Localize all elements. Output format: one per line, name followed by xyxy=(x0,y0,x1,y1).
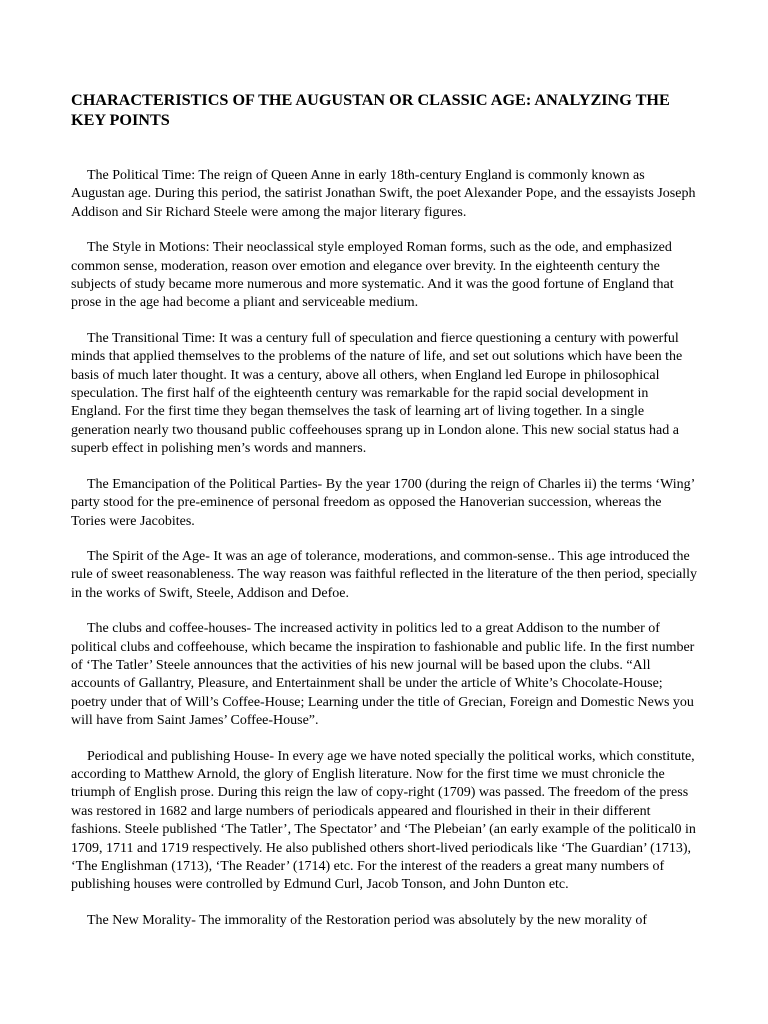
paragraph-clubs-coffee-houses: The clubs and coffee-houses- The increased activity in politics led to a great Addison to the number of political clubs and coffeehouse, which became the inspiration to fashionable and public life. In the first number of ‘The Tatler’ Steele announces that the activities of his new journal will be based upon the clubs. “All accounts of Gallantry, Pleasure, and Entertainment shall be under the article of White’s Chocolate-House; poetry under that of Will’s Coffee-House; Learning under the title of Grecian, Foreign and Domestic News you will have from Saint James’ Coffee-House”. xyxy=(71,621,695,729)
paragraph-political-time: The Political Time: The reign of Queen Anne in early 18th-century England is commonly known as Augustan age. During this period, the satirist Jonathan Swift, the poet Alexander Pope, and the essayists Joseph Addison and Sir Richard Steele were among the major literary figures. xyxy=(71,168,696,220)
document-body xyxy=(71,167,699,930)
paragraph-spirit-of-age: The Spirit of the Age- It was an age of tolerance, moderations, and common-sense.. This age introduced the rule of sweet reasonableness. The way reason was faithful reflected in the literature of the then period, specially in the works of Swift, Steele, Addison and Defoe. xyxy=(71,548,697,601)
paragraph-new-morality: The New Morality- The immorality of the Restoration period was absolutely by the new morality of xyxy=(87,912,647,928)
paragraph-style-in-motions: The Style in Motions: Their neoclassical style employed Roman forms, such as the ode, and emphasized common sense, moderation, reason over emotion and elegance over brevity. In the eighteenth century the subjects of study became more numerous and more systematic. And it was the good fortune of England that prose in the age had become a pliant and serviceable medium. xyxy=(71,240,674,311)
paragraph-political-parties: The Emancipation of the Political Parties- By the year 1700 (during the reign of Charles ii) the terms ‘Wing’ party stood for the pre-eminence of personal freedom as opposed the Hanoverian succession, whereas the Tories were Jacobites. xyxy=(71,476,695,529)
paragraph-transitional-time: The Transitional Time: It was a century full of speculation and fierce questioning a century with powerful minds that applied themselves to the problems of the nature of life, and set out solutions which have been the basis of much later thought. It was a century, above all others, when England led Europe in philosophical speculation. The first half of the eighteenth century was remarkable for the rapid social development in England. For the first time they began themselves the task of learning art of living together. In a single generation nearly two thousand public coffeehouses sprang up in London alone. This new social status had a superb effect in polishing men’s words and manners. xyxy=(71,330,683,457)
document-page xyxy=(71,0,699,1024)
document-title: CHARACTERISTICS OF THE AUGUSTAN OR CLASSIC AGE: ANALYZING THE KEY POINTS xyxy=(71,91,670,129)
paragraph-periodical-publishing: Periodical and publishing House- In every age we have noted specially the political works, which constitute, according to Matthew Arnold, the glory of English literature. Now for the first time we must chronicle the triumph of English prose. During this reign the law of copy-right (1709) was passed. The freedom of the press was restored in 1682 and large numbers of periodicals appeared and flourished in their in their different fashions. Steele published ‘The Tatler’, The Spectator’ and ‘The Plebeian’ (an early example of the political0 in 1709, 1711 and 1719 respectively. He also published others short-lived periodicals like ‘The Guardian’ (1713), ‘The Englishman (1713), ‘The Reader’ (1714) etc. For the interest of the readers a great many numbers of publishing houses were controlled by Edmund Curl, Jacob Tonson, and John Dunton etc. xyxy=(71,748,696,893)
